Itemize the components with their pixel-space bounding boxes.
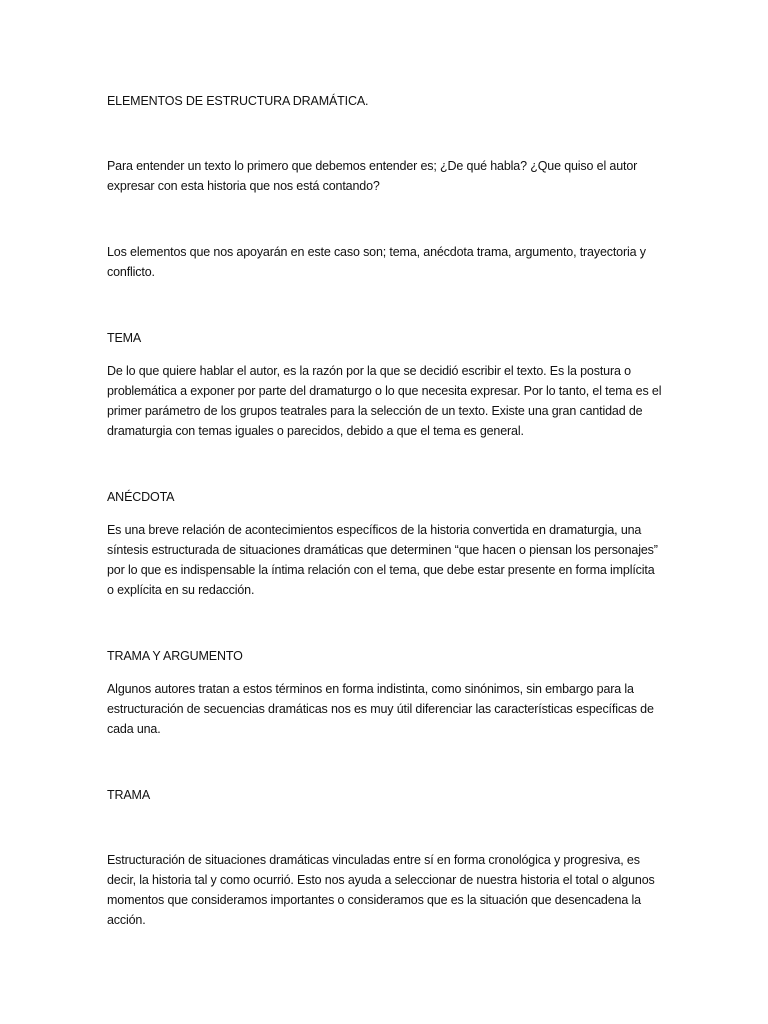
section-heading-trama-y-argumento: TRAMA Y ARGUMENTO — [107, 649, 243, 663]
elements-paragraph: Los elementos que nos apoyarán en este caso son; tema, anécdota trama, argumento, trayectoria y conflicto. — [107, 245, 646, 279]
section-heading-tema: TEMA — [107, 331, 142, 345]
section-heading-anecdota: ANÉCDOTA — [107, 490, 175, 504]
section-heading-trama: TRAMA — [107, 788, 151, 802]
section-body-tema: De lo que quiere hablar el autor, es la razón por la que se decidió escribir el texto. Es la postura o problemática a exponer por parte del dramaturgo o lo que necesita expresar. Por lo tanto, el tema es el primer parámetro de los grupos teatrales para la selección de un texto. Existe una gran cantidad de dramaturgia con temas iguales o parecidos, debido a que el tema es general. — [107, 364, 662, 438]
document-title: ELEMENTOS DE ESTRUCTURA DRAMÁTICA. — [107, 94, 369, 108]
section-body-trama: Estructuración de situaciones dramáticas vinculadas entre sí en forma cronológica y progresiva, es decir, la historia tal y como ocurrió. Esto nos ayuda a seleccionar de nuestra historia el total o algunos momentos que consideramos importantes o consideramos que es la situación que desencadena la acción. — [107, 853, 655, 927]
section-body-anecdota: Es una breve relación de acontecimientos específicos de la historia convertida en dramaturgia, una síntesis estructurada de situaciones dramáticas que determinen “que hacen o piensan los personajes” por lo que es indispensable la íntima relación con el tema, que debe estar presente en forma implícita o explícita en su redacción. — [107, 523, 658, 597]
section-body-trama-y-argumento: Algunos autores tratan a estos términos en forma indistinta, como sinónimos, sin embargo para la estructuración de secuencias dramáticas nos es muy útil diferenciar las características específicas de cada una. — [107, 682, 654, 736]
intro-paragraph: Para entender un texto lo primero que debemos entender es; ¿De qué habla? ¿Que quiso el autor expresar con esta historia que nos está contando? — [107, 159, 638, 193]
